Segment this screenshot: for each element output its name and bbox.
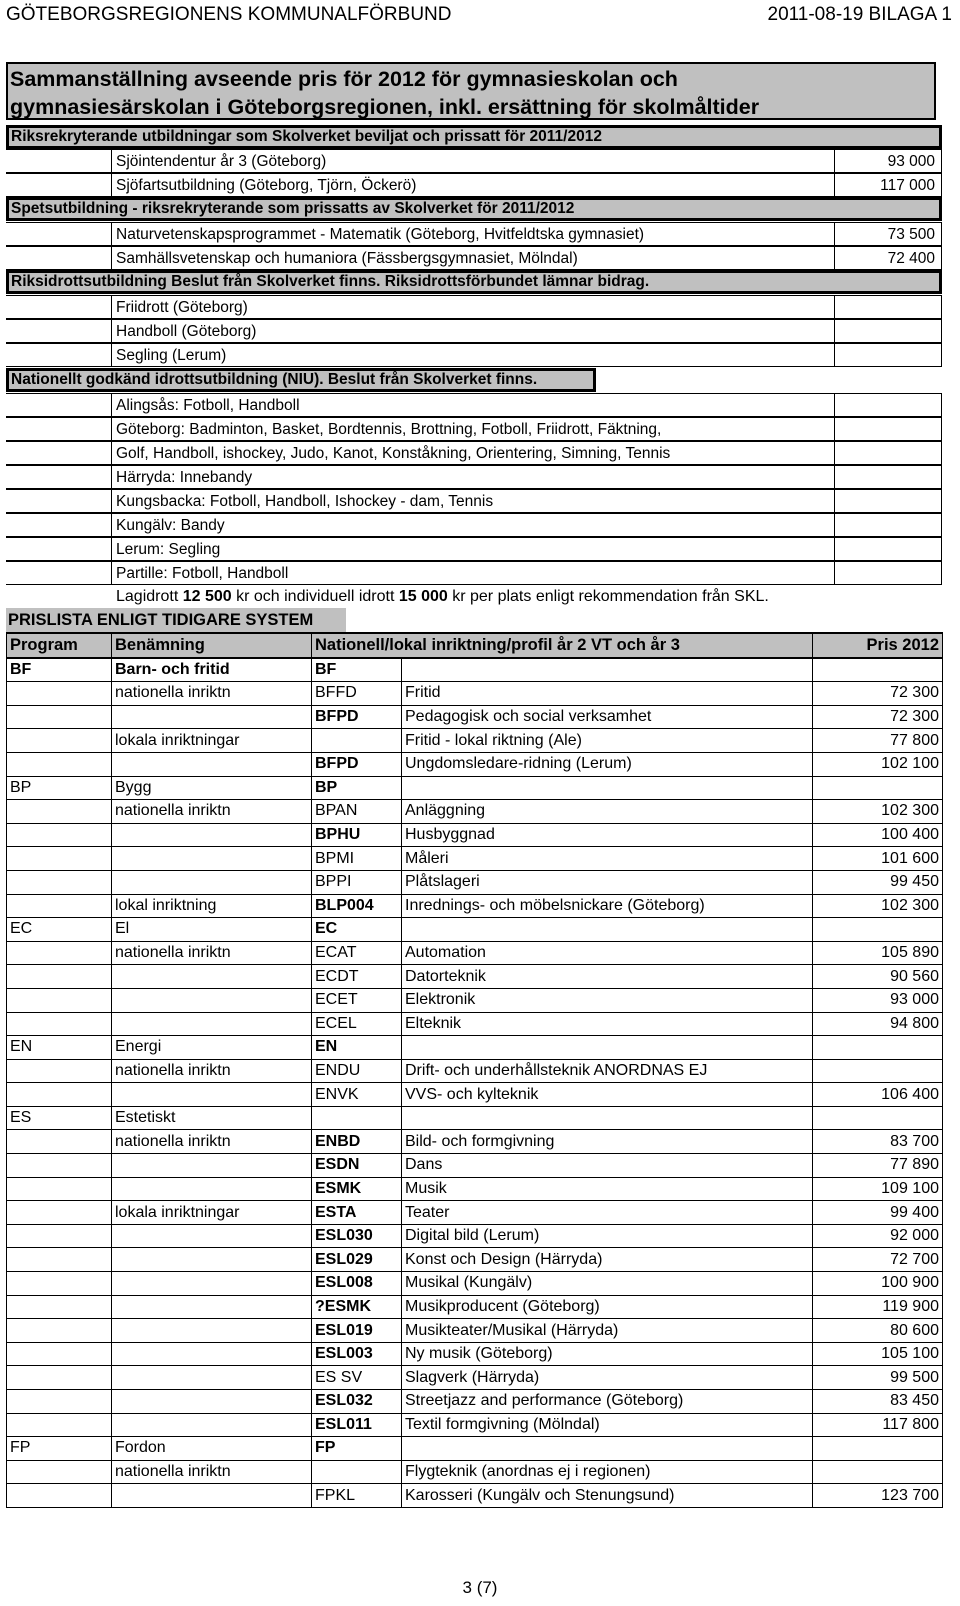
program-cell [7,1484,112,1508]
program-cell [7,1319,112,1343]
description-cell: Konst och Design (Härryda) [402,1248,813,1272]
program-cell [7,1201,112,1225]
table-row [7,1460,943,1484]
program-cell [7,1130,112,1154]
program-cell [7,894,112,918]
price-cell: 102 300 [813,800,943,824]
benamning-cell [112,1319,312,1343]
description-cell: Textil formgivning (Mölndal) [402,1413,813,1437]
program-cell [7,1272,112,1296]
benamning-cell [112,847,312,871]
program-cell [7,1224,112,1248]
table-row [7,776,943,800]
description-cell: Digital bild (Lerum) [402,1224,813,1248]
benamning-cell [112,1083,312,1107]
code-cell [312,729,402,753]
organization-name: GÖTEBORGSREGIONENS KOMMUNALFÖRBUND [6,4,452,25]
program-cell [7,1342,112,1366]
price-cell: 92 000 [813,1224,943,1248]
table-row [7,1106,943,1130]
table-row [7,682,943,706]
code-cell: BPMI [312,847,402,871]
lagidrott-text-pre: Lagidrott [116,588,183,605]
sport-name: Friidrott (Göteborg) [116,299,248,316]
code-cell: ESL032 [312,1390,402,1414]
table-row [7,1036,943,1060]
niu-entry: Härryda: Innebandy [116,469,253,486]
code-cell: ESTA [312,1201,402,1225]
price-value: 117 000 [880,177,935,194]
table-row [7,658,943,682]
table-row [7,1248,943,1272]
table-row [6,537,942,561]
table-row [7,823,943,847]
code-cell: ESL029 [312,1248,402,1272]
benamning-cell [112,1012,312,1036]
program-cell: BF [7,658,112,682]
description-cell: Fritid - lokal riktning (Ale) [402,729,813,753]
table-row [7,941,943,965]
benamning-cell: nationella inriktn [112,1460,312,1484]
benamning-cell: Bygg [112,776,312,800]
description-cell: Husbyggnad [402,823,813,847]
program-cell [7,1390,112,1414]
price-cell: 105 890 [813,941,943,965]
price-cell [813,918,943,942]
benamning-cell: nationella inriktn [112,682,312,706]
description-cell: Anläggning [402,800,813,824]
benamning-cell: nationella inriktn [112,800,312,824]
code-cell [312,1106,402,1130]
price-cell: 102 300 [813,894,943,918]
benamning-cell [112,1154,312,1178]
price-cell: 109 100 [813,1177,943,1201]
benamning-cell: Barn- och fritid [112,658,312,682]
program-cell [7,1177,112,1201]
description-cell: Måleri [402,847,813,871]
description-cell: Ny musik (Göteborg) [402,1342,813,1366]
price-cell: 105 100 [813,1342,943,1366]
benamning-cell [112,965,312,989]
code-cell: BP [312,776,402,800]
price-cell [813,1106,943,1130]
description-cell [402,1106,813,1130]
description-cell: Ungdomsledare-ridning (Lerum) [402,752,813,776]
sport-name: Segling (Lerum) [116,347,227,364]
price-value: 93 000 [887,153,935,170]
niu-entry: Göteborg: Badminton, Basket, Bordtennis, Brottning, Fotboll, Friidrott, Fäktning, [116,421,662,438]
code-cell: ENDU [312,1059,402,1083]
niu-entry: Alingsås: Fotboll, Handboll [116,397,300,414]
price-cell: 106 400 [813,1083,943,1107]
table-row [6,343,942,367]
table-row [7,988,943,1012]
table-row [7,1342,943,1366]
price-cell: 119 900 [813,1295,943,1319]
program-cell [7,988,112,1012]
table-row [7,1224,943,1248]
table-row [6,246,942,270]
code-cell: EC [312,918,402,942]
program-cell [7,1154,112,1178]
price-cell: 93 000 [813,988,943,1012]
benamning-cell [112,1272,312,1296]
section-heading-riksrekryterande: Riksrekryterande utbildningar som Skolverket beviljat och prissatt för 2011/2012 [6,125,942,149]
price-cell [813,1059,943,1083]
price-cell: 100 900 [813,1272,943,1296]
benamning-cell [112,1177,312,1201]
page-number: 3 (7) [462,1578,498,1597]
program-cell [7,800,112,824]
benamning-cell [112,1366,312,1390]
program-cell [7,705,112,729]
code-cell: FP [312,1437,402,1461]
price-cell: 72 700 [813,1248,943,1272]
document-title [6,62,936,120]
table-row [7,1083,943,1107]
price-cell [813,1460,943,1484]
code-cell: ECEL [312,1012,402,1036]
table-row [7,870,943,894]
code-cell: BFPD [312,705,402,729]
code-cell: BPHU [312,823,402,847]
program-cell: FP [7,1437,112,1461]
table-row [7,752,943,776]
code-cell: ECDT [312,965,402,989]
description-cell [402,776,813,800]
title-line-1: Sammanställning avseende pris för 2012 för gymnasieskolan och [10,67,678,91]
table-row [7,1059,943,1083]
prislista-title: PRISLISTA ENLIGT TIDIGARE SYSTEM [6,608,346,632]
program-cell [7,1059,112,1083]
description-cell: Inrednings- och möbelsnickare (Göteborg) [402,894,813,918]
program-name: Samhällsvetenskap och humaniora (Fässbergsgymnasiet, Mölndal) [116,250,578,267]
table-row [7,1201,943,1225]
table-header-row [7,633,943,658]
price-cell: 77 890 [813,1154,943,1178]
code-cell: ESL008 [312,1272,402,1296]
program-cell: BP [7,776,112,800]
table-row [7,918,943,942]
code-cell: ESMK [312,1177,402,1201]
price-cell: 94 800 [813,1012,943,1036]
code-cell: ESL030 [312,1224,402,1248]
code-cell: ESL011 [312,1413,402,1437]
program-cell [7,752,112,776]
program-cell [7,1460,112,1484]
program-cell [7,965,112,989]
program-cell [7,682,112,706]
description-cell: Datorteknik [402,965,813,989]
benamning-cell [112,1224,312,1248]
header-pris: Pris 2012 [813,633,943,658]
benamning-cell [112,1295,312,1319]
benamning-cell: nationella inriktn [112,1130,312,1154]
benamning-cell [112,705,312,729]
lagidrott-note [6,585,942,609]
table-row [7,1390,943,1414]
price-cell: 80 600 [813,1319,943,1343]
header-benamning: Benämning [112,633,312,658]
benamning-cell: nationella inriktn [112,1059,312,1083]
niu-entry: Kungälv: Bandy [116,517,225,534]
description-cell: Bild- och formgivning [402,1130,813,1154]
niu-entry: Lerum: Segling [116,541,221,558]
description-cell [402,658,813,682]
table-row [6,561,942,585]
program-cell [7,1248,112,1272]
price-cell: 99 450 [813,870,943,894]
price-cell [813,1036,943,1060]
table-row [7,1366,943,1390]
niu-entry: Golf, Handboll, ishockey, Judo, Kanot, Konståkning, Orientering, Simning, Tennis [116,445,671,462]
table-row [7,1319,943,1343]
code-cell: ESDN [312,1154,402,1178]
code-cell: ENVK [312,1083,402,1107]
price-cell: 102 100 [813,752,943,776]
benamning-cell: Fordon [112,1437,312,1461]
code-cell: EN [312,1036,402,1060]
program-cell: EN [7,1036,112,1060]
lagidrott-amount: 12 500 [182,588,232,605]
lagidrott-text-post: kr per plats enligt rekommendation från SKL. [447,588,769,605]
code-cell: BPAN [312,800,402,824]
table-row [6,295,942,319]
table-row [7,965,943,989]
description-cell: Dans [402,1154,813,1178]
benamning-cell [112,1248,312,1272]
program-cell [7,870,112,894]
header-inriktning: Nationell/lokal inriktning/profil år 2 VT och år 3 [312,633,813,658]
price-cell: 83 450 [813,1390,943,1414]
table-row [7,1437,943,1461]
code-cell: BF [312,658,402,682]
table-row [6,173,942,197]
price-cell: 117 800 [813,1413,943,1437]
program-cell [7,941,112,965]
code-cell: ?ESMK [312,1295,402,1319]
price-cell: 101 600 [813,847,943,871]
price-cell: 123 700 [813,1484,943,1508]
header-program: Program [7,633,112,658]
description-cell [402,1437,813,1461]
table-row [7,705,943,729]
section-heading-riksidrott: Riksidrottsutbildning Beslut från Skolverket finns. Riksidrottsförbundet lämnar bidrag. [6,270,942,294]
table-row [6,393,942,417]
table-row [7,894,943,918]
table-row [7,800,943,824]
price-cell: 77 800 [813,729,943,753]
description-cell: Musik [402,1177,813,1201]
description-cell: Slagverk (Härryda) [402,1366,813,1390]
benamning-cell [112,988,312,1012]
table-row [7,1130,943,1154]
sport-name: Handboll (Göteborg) [116,323,257,340]
table-row [6,417,942,441]
table-row [6,222,942,246]
price-cell: 100 400 [813,823,943,847]
code-cell: FPKL [312,1484,402,1508]
benamning-cell [112,1484,312,1508]
section-heading-niu: Nationellt godkänd idrottsutbildning (NIU). Beslut från Skolverket finns. [6,368,596,392]
price-cell [813,1437,943,1461]
code-cell: ECET [312,988,402,1012]
table-row [6,319,942,343]
description-cell: Flygteknik (anordnas ej i regionen) [402,1460,813,1484]
benamning-cell: lokala inriktningar [112,1201,312,1225]
code-cell: ECAT [312,941,402,965]
table-row [7,1154,943,1178]
code-cell [312,1460,402,1484]
program-cell [7,1295,112,1319]
benamning-cell [112,870,312,894]
table-row [7,729,943,753]
price-cell: 99 500 [813,1366,943,1390]
description-cell: Musikal (Kungälv) [402,1272,813,1296]
price-cell [813,658,943,682]
benamning-cell [112,1342,312,1366]
code-cell: BPPI [312,870,402,894]
program-cell [7,1413,112,1437]
niu-entry: Kungsbacka: Fotboll, Handboll, Ishockey - dam, Tennis [116,493,494,510]
benamning-cell [112,823,312,847]
table-row [6,441,942,465]
price-cell [813,776,943,800]
code-cell: ESL019 [312,1319,402,1343]
description-cell: Drift- och underhållsteknik ANORDNAS EJ [402,1059,813,1083]
program-cell [7,1366,112,1390]
program-cell [7,1012,112,1036]
program-cell [7,847,112,871]
benamning-cell: lokala inriktningar [112,729,312,753]
program-cell [7,823,112,847]
benamning-cell: Energi [112,1036,312,1060]
table-row [7,1272,943,1296]
description-cell: Pedagogisk och social verksamhet [402,705,813,729]
code-cell: ES SV [312,1366,402,1390]
table-row [7,1177,943,1201]
description-cell: Karosseri (Kungälv och Stenungsund) [402,1484,813,1508]
lagidrott-text-mid: kr och individuell idrott [231,588,399,605]
benamning-cell: lokal inriktning [112,894,312,918]
price-value: 72 400 [887,250,935,267]
table-row [6,149,942,173]
price-cell: 72 300 [813,705,943,729]
table-row [7,1484,943,1508]
description-cell: Streetjazz and performance (Göteborg) [402,1390,813,1414]
price-cell: 83 700 [813,1130,943,1154]
table-row [7,847,943,871]
table-row [6,465,942,489]
description-cell [402,918,813,942]
title-line-2: gymnasiesärskolan i Göteborgsregionen, inkl. ersättning för skolmåltider [10,95,760,119]
description-cell [402,1036,813,1060]
description-cell: Teater [402,1201,813,1225]
code-cell: BLP004 [312,894,402,918]
table-row [7,1295,943,1319]
description-cell: Fritid [402,682,813,706]
code-cell: ENBD [312,1130,402,1154]
benamning-cell: nationella inriktn [112,941,312,965]
program-cell [7,1083,112,1107]
price-table [6,632,943,1508]
price-cell: 90 560 [813,965,943,989]
benamning-cell: Estetiskt [112,1106,312,1130]
description-cell: Plåtslageri [402,870,813,894]
table-row [7,1012,943,1036]
section-heading-spetsutbildning: Spetsutbildning - riksrekryterande som prissatts av Skolverket för 2011/2012 [6,197,942,221]
code-cell: BFFD [312,682,402,706]
date-and-attachment: 2011-08-19 BILAGA 1 [767,4,952,25]
description-cell: Musikteater/Musikal (Härryda) [402,1319,813,1343]
price-cell: 72 300 [813,682,943,706]
price-value: 73 500 [887,226,935,243]
benamning-cell [112,1390,312,1414]
description-cell: Automation [402,941,813,965]
price-cell: 99 400 [813,1201,943,1225]
page-header [6,4,952,28]
niu-entry: Partille: Fotboll, Handboll [116,565,289,582]
table-row [7,1413,943,1437]
table-row [6,513,942,537]
code-cell: ESL003 [312,1342,402,1366]
description-cell: VVS- och kylteknik [402,1083,813,1107]
price-table-body [7,633,943,1507]
description-cell: Musikproducent (Göteborg) [402,1295,813,1319]
program-cell: EC [7,918,112,942]
benamning-cell [112,752,312,776]
benamning-cell [112,1413,312,1437]
individual-amount: 15 000 [398,588,448,605]
code-cell: BFPD [312,752,402,776]
program-cell: ES [7,1106,112,1130]
program-cell [7,729,112,753]
description-cell: Elteknik [402,1012,813,1036]
description-cell: Elektronik [402,988,813,1012]
benamning-cell: El [112,918,312,942]
program-name: Sjöfartsutbildning (Göteborg, Tjörn, Öckerö) [116,177,417,194]
table-row [6,489,942,513]
program-name: Naturvetenskapsprogrammet - Matematik (Göteborg, Hvitfeldtska gymnasiet) [116,226,645,243]
program-name: Sjöintendentur år 3 (Göteborg) [116,153,327,170]
